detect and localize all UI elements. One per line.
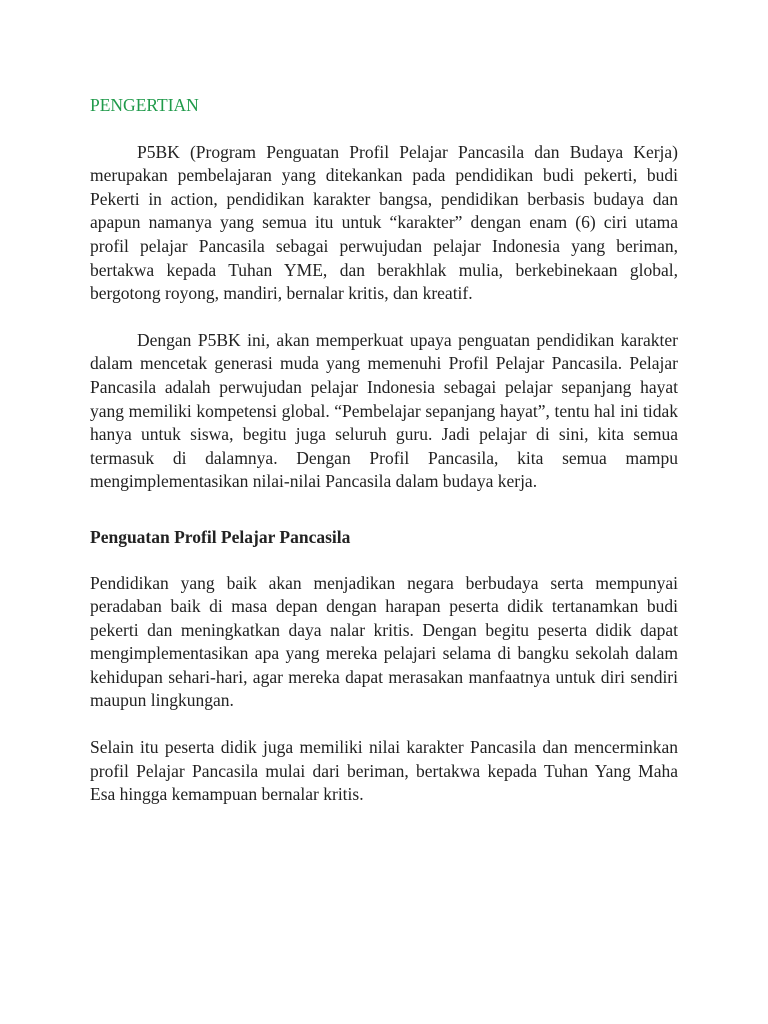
paragraph-education: Pendidikan yang baik akan menjadikan negara berbudaya serta mempunyai peradaban baik di masa depan dengan harapan peserta didik tertanamkan budi pekerti dan meningkatkan daya nalar kritis. Dengan begitu peserta didik dapat mengimplementasikan apa yang mereka pelajari selama di bangku sekolah dalam kehidupan sehari-hari, agar mereka dapat merasakan manfaatnya untuk diri sendiri maupun lingkungan. [90,572,678,711]
paragraph-definition: P5BK (Program Penguatan Profil Pelajar Pancasila dan Budaya Kerja) merupakan pembelajaran yang ditekankan pada pendidikan budi pekerti, budi Pekerti in action, pendidikan karakter bangsa, pendidikan berbasis budaya dan apapun namanya yang semua itu untuk “karakter” dengan enam (6) ciri utama profil pelajar Pancasila sebagai perwujudan pelajar Indonesia yang beriman, bertakwa kepada Tuhan YME, dan berakhlak mulia, berkebinekaan global, bergotong royong, mandiri, bernalar kritis, dan kreatif. [90,141,678,304]
document-page [90,94,678,807]
paragraph-character: Selain itu peserta didik juga memiliki nilai karakter Pancasila dan mencerminkan profil Pelajar Pancasila mulai dari beriman, bertakwa kepada Tuhan Yang Maha Esa hingga kemampuan bernalar kritis. [90,737,678,805]
page-title: PENGERTIAN [90,95,199,115]
paragraph-p5bk-purpose: Dengan P5BK ini, akan memperkuat upaya penguatan pendidikan karakter dalam mencetak generasi muda yang memenuhi Profil Pelajar Pancasila. Pelajar Pancasila adalah perwujudan pelajar Indonesia sebagai pelajar sepanjang hayat yang memiliki kompetensi global. “Pembelajar sepanjang hayat”, tentu hal ini tidak hanya untuk siswa, begitu juga seluruh guru. Jadi pelajar di sini, kita semua termasuk di dalamnya. Dengan Profil Pancasila, kita semua mampu mengimplementasikan nilai-nilai Pancasila dalam budaya kerja. [90,329,678,492]
section-heading: Penguatan Profil Pelajar Pancasila [90,526,351,547]
